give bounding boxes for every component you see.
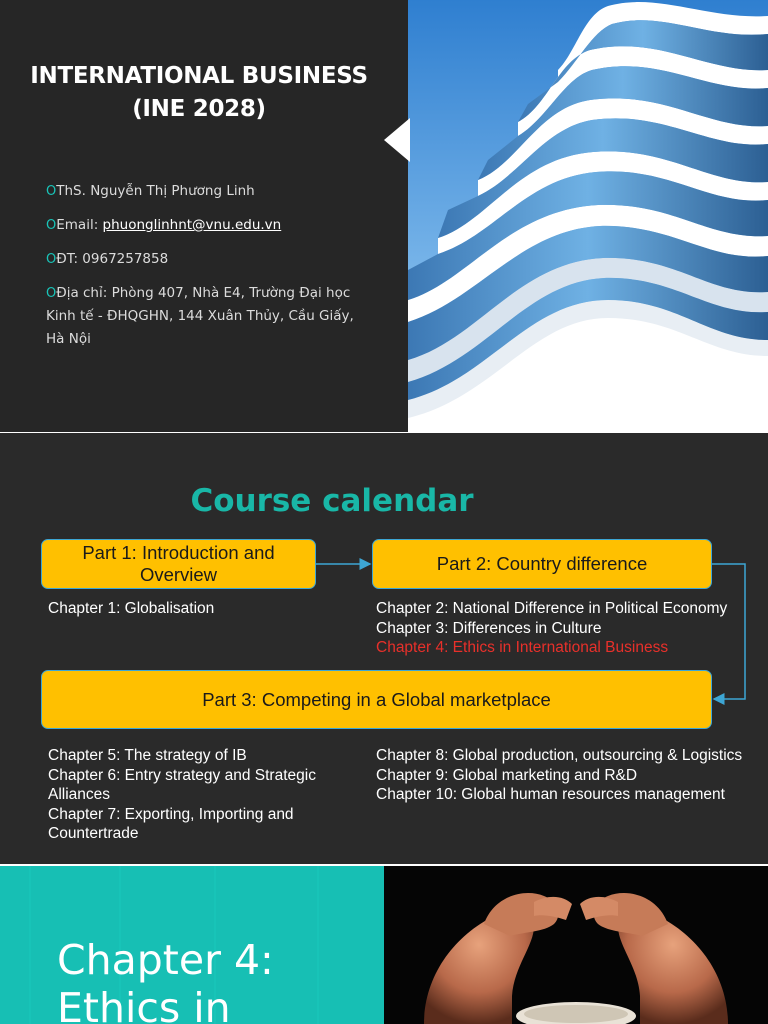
email-label: Email: [56, 217, 103, 233]
chapter4-title-line2: Ethics in [57, 984, 231, 1024]
part3-box: Part 3: Competing in a Global marketplace [41, 670, 712, 729]
chapter4-title-line1: Chapter 4: [57, 936, 274, 984]
address-line2: Kinh tế - ĐHQGHN, 144 Xuân Thủy, Cầu Giấy, [46, 308, 354, 324]
chapter-item: Chapter 1: Globalisation [48, 600, 215, 617]
course-title [0, 60, 398, 126]
cupped-hands-photo-icon [384, 866, 768, 1024]
address-line1: Địa chỉ: Phòng 407, Nhà E4, Trường Đại học [56, 285, 351, 301]
slide-chapter4 [0, 866, 768, 1024]
bullet-icon: O [46, 218, 57, 233]
bullet-icon: O [46, 184, 57, 199]
part1-label-line2: Overview [139, 564, 218, 585]
part3-chapter-list-right [376, 746, 756, 805]
curved-building-photo-icon [408, 0, 768, 432]
lecturer-name: ThS. Nguyễn Thị Phương Linh [56, 183, 255, 199]
lecturer-name-row [46, 180, 376, 203]
bullet-icon: O [46, 286, 57, 301]
part3-chapter-list-left [48, 746, 368, 844]
part2-chapter-list [376, 599, 727, 658]
lecturer-info [46, 180, 376, 362]
email-link[interactable]: phuonglinhnt@vnu.edu.vn [102, 217, 282, 233]
part1-chapter-list [48, 599, 214, 619]
chapter-item: Chapter 2: National Difference in Political Economy [376, 600, 728, 617]
chapter-item: Chapter 3: Differences in Culture [376, 619, 602, 637]
course-title-line1: INTERNATIONAL BUSINESS [30, 63, 368, 89]
bullet-icon: O [46, 252, 57, 267]
part1-label-line1: Part 1: Introduction and [82, 542, 275, 563]
phone-number: ĐT: 0967257858 [56, 251, 169, 267]
chapter-item: Chapter 10: Global human resources management [376, 786, 725, 803]
part1-box [41, 539, 316, 589]
chapter-item: Chapter 7: Exporting, Importing and Countertrade [48, 805, 294, 842]
calendar-title: Course calendar [190, 483, 474, 519]
slide-title [0, 0, 768, 432]
chapter4-title [57, 936, 274, 1024]
phone-row [46, 248, 376, 271]
chapter-item: Chapter 8: Global production, outsourcing & Logistics [376, 747, 743, 764]
notch-shape [384, 118, 410, 162]
chapter-item: Chapter 6: Entry strategy and Strategic Alliances [48, 766, 316, 803]
slide-course-calendar [0, 433, 768, 864]
teal-panel [0, 866, 384, 1024]
email-row [46, 214, 376, 237]
course-code: (INE 2028) [132, 96, 266, 122]
chapter-item: Chapter 5: The strategy of IB [48, 747, 247, 764]
chapter-item: Chapter 9: Global marketing and R&D [376, 766, 638, 784]
address-line3: Hà Nội [46, 331, 91, 347]
address-row [46, 282, 376, 351]
chapter-item-highlighted: Chapter 4: Ethics in International Business [376, 639, 669, 656]
part2-box: Part 2: Country difference [372, 539, 712, 589]
